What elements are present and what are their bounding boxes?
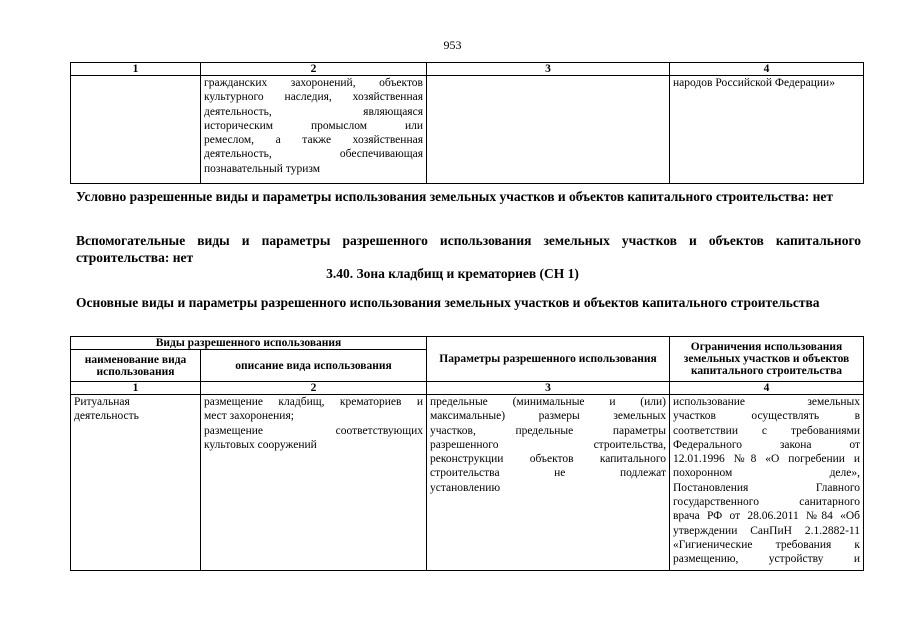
continuation-table (70, 62, 864, 184)
header-types-of-use: Виды разрешенного использования (71, 337, 427, 350)
text-line: размещение кладбищ, крематориев и (204, 396, 423, 408)
text-line: государственного санитарного (673, 496, 860, 509)
auxiliary-uses-paragraph: Вспомогательные виды и параметры разрешенного использования земельных участков и объектов капитального строительства: нет (76, 233, 861, 265)
text-line: участков, предельные параметры (430, 424, 666, 437)
text-line: строительства не подлежат (430, 467, 666, 480)
conditional-uses-paragraph: Условно разрешенные виды и параметры использования земельных участков и объектов капитального строительства: нет (76, 189, 833, 204)
table1-cell-empty (427, 76, 670, 184)
text-line: ремеслом, а также хозяйственная (204, 134, 423, 147)
column-number-3: 3 (427, 63, 670, 76)
column-number-1: 1 (71, 63, 201, 76)
parameters-cell (427, 395, 670, 571)
column-number-2: 2 (201, 382, 427, 395)
text-line: максимальные) размеры земельных (430, 410, 666, 423)
text-line: установлению (430, 481, 501, 494)
text-line: культовых сооружений (204, 438, 317, 451)
text-line: Федерального закона от (673, 438, 860, 451)
header-limitations: Ограничения использования земельных участков и объектов капитального строительства (670, 337, 864, 382)
text-line: размещению, устройству и (673, 553, 860, 566)
uses-table (70, 336, 864, 571)
header-use-name: наименование вида использования (71, 350, 201, 382)
text-line: предельные (минимальные и (или) (430, 396, 666, 408)
text-line: 12.01.1996 №8 «О погребении и (673, 453, 860, 466)
column-number-3: 3 (427, 382, 670, 395)
text-line: участков осуществлять в (673, 410, 860, 423)
text-line: разрешенного строительства, (430, 438, 666, 451)
column-number-2: 2 (201, 63, 427, 76)
table1-cell-empty (71, 76, 201, 184)
text-line: мест захоронения; (204, 410, 294, 423)
text-line: историческим промыслом или (204, 119, 423, 132)
text-line: гражданских захоронений, объектов (204, 77, 423, 89)
text-line: использование земельных (673, 396, 860, 408)
use-description-cell (201, 395, 427, 571)
text-line: культурного наследия, хозяйственная (204, 91, 423, 104)
header-use-description: описание вида использования (201, 350, 427, 382)
text-line: похоронном деле», (673, 467, 860, 480)
text-line: размещение соответствующих (204, 424, 423, 437)
text-line: врача РФ от 28.06.2011 №84 «Об (673, 510, 860, 523)
table1-description-cell (201, 76, 427, 184)
table1-limits-cell: народов Российской Федерации» (670, 76, 864, 184)
limitations-cell (670, 395, 864, 571)
header-parameters: Параметры разрешенного использования (427, 337, 670, 382)
page-number: 953 (443, 38, 462, 52)
section-title: 3.40. Зона кладбищ и крематориев (СН 1) (326, 266, 579, 281)
main-uses-paragraph: Основные виды и параметры разрешенного использования земельных участков и объектов капитального строительства (76, 295, 820, 310)
column-number-4: 4 (670, 63, 864, 76)
text-line: «Гигиенические требования к (673, 538, 860, 551)
text-line: деятельность, являющаяся (204, 105, 423, 118)
column-number-4: 4 (670, 382, 864, 395)
text-line: соответствии с требованиями (673, 424, 860, 437)
text-line: познавательный туризм (204, 162, 320, 175)
text-line: Постановления Главного (673, 481, 860, 494)
column-number-1: 1 (71, 382, 201, 395)
text-line: утверждении СанПиН 2.1.2882-11 (673, 524, 860, 537)
text-line: реконструкции объектов капитального (430, 453, 666, 466)
text-line: деятельность, обеспечивающая (204, 148, 423, 161)
use-name-cell: Ритуальная деятельность (71, 395, 201, 571)
